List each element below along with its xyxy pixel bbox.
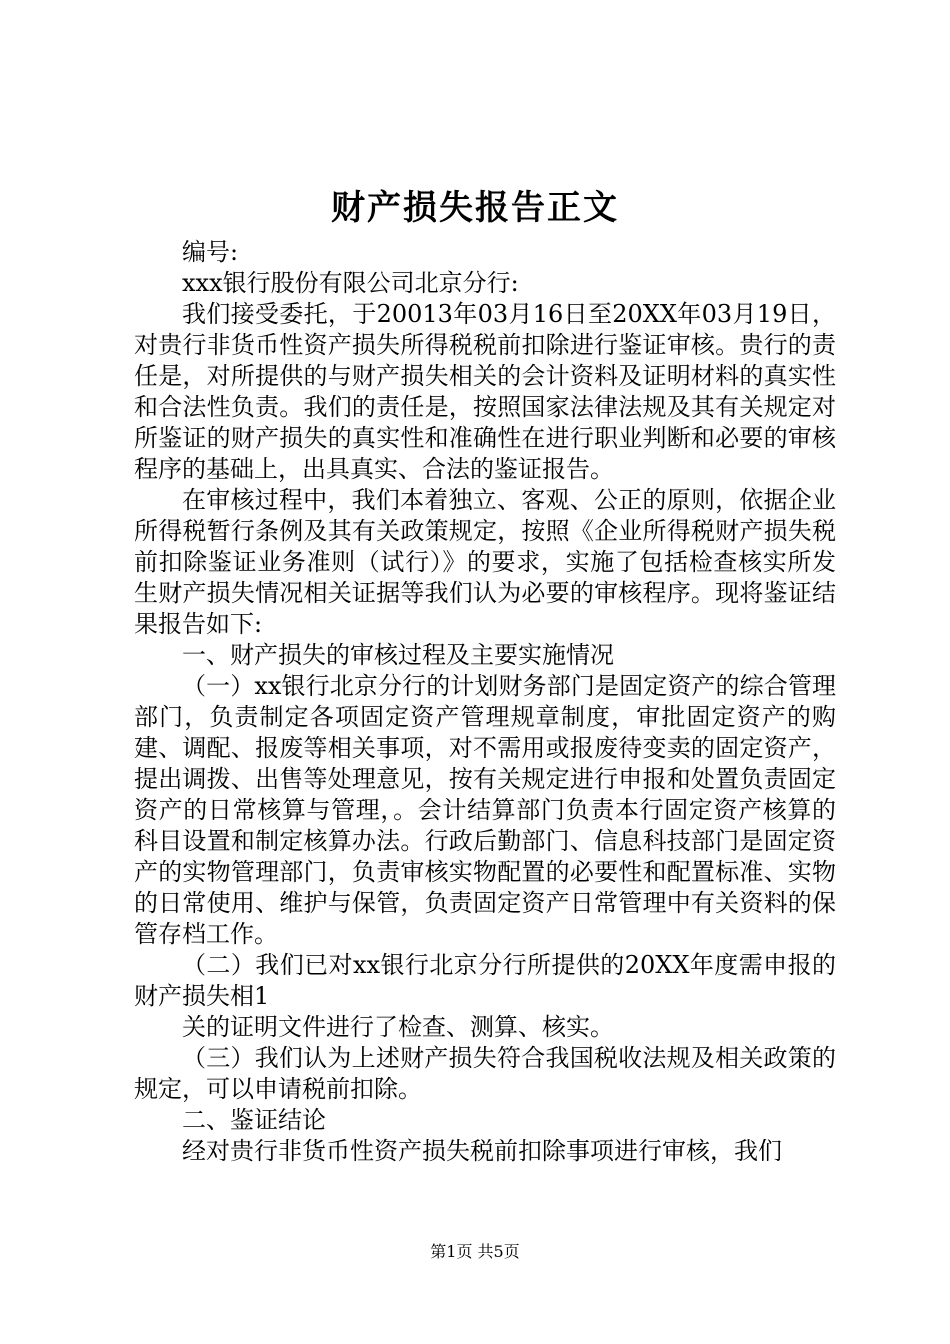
paragraph-addressee: xxx银行股份有限公司北京分行:: [182, 269, 519, 297]
paragraph-conclusion: 经对贵行非货币性资产损失税前扣除事项进行审核，我们: [182, 1137, 782, 1165]
page-footer: 第1页 共5页: [430, 1242, 520, 1261]
paragraph-serial-number: 编号:: [182, 238, 239, 266]
paragraph-item-two: （二）我们已对xx银行北京分行所提供的20XX年度需申报的财产损失相1: [134, 951, 836, 1010]
document-title: 财产损失报告正文: [331, 188, 619, 228]
paragraph-engagement: 我们接受委托，于20013年03月16日至20XX年03月19日，对贵行非货币性资产损失所得税税前扣除进行鉴证审核。贵行的责任是，对所提供的与财产损失相关的会计资料及证明材料的真实性和合法性负责。我们的责任是，按照国家法律法规及其有关规定对所鉴证的财产损失的真实性和准确性在进行职业判断和必要的审核程序的基础上，出具真实、合法的鉴证报告。: [134, 300, 836, 483]
paragraph-item-two-continued: 关的证明文件进行了检查、测算、核实。: [182, 1013, 614, 1041]
paragraph-audit-process: 在审核过程中，我们本着独立、客观、公正的原则，依据企业所得税暂行条例及其有关政策规定，按照《企业所得税财产损失税前扣除鉴证业务准则（试行）》的要求，实施了包括检查核实所发生财产损失情况相关证据等我们认为必要的审核程序。现将鉴证结果报告如下:: [134, 486, 836, 638]
section-heading-one: 一、财产损失的审核过程及主要实施情况: [182, 641, 614, 669]
section-heading-two: 二、鉴证结论: [182, 1106, 326, 1134]
paragraph-item-one: （一）xx银行北京分行的计划财务部门是固定资产的综合管理部门，负责制定各项固定资产管理规章制度，审批固定资产的购建、调配、报废等相关事项，对不需用或报废待变卖的固定资产，提出调拨、出售等处理意见，按有关规定进行申报和处置负责固定资产的日常核算与管理，。会计结算部门负责本行固定资产核算的科目设置和制定核算办法。行政后勤部门、信息科技部门是固定资产的实物管理部门，负责审核实物配置的必要性和配置标准、实物的日常使用、维护与保管，负责固定资产日常管理中有关资料的保管存档工作。: [134, 672, 836, 948]
document-body: [134, 237, 836, 1167]
paragraph-item-three: （三）我们认为上述财产损失符合我国税收法规及相关政策的规定，可以申请税前扣除。: [134, 1044, 836, 1103]
